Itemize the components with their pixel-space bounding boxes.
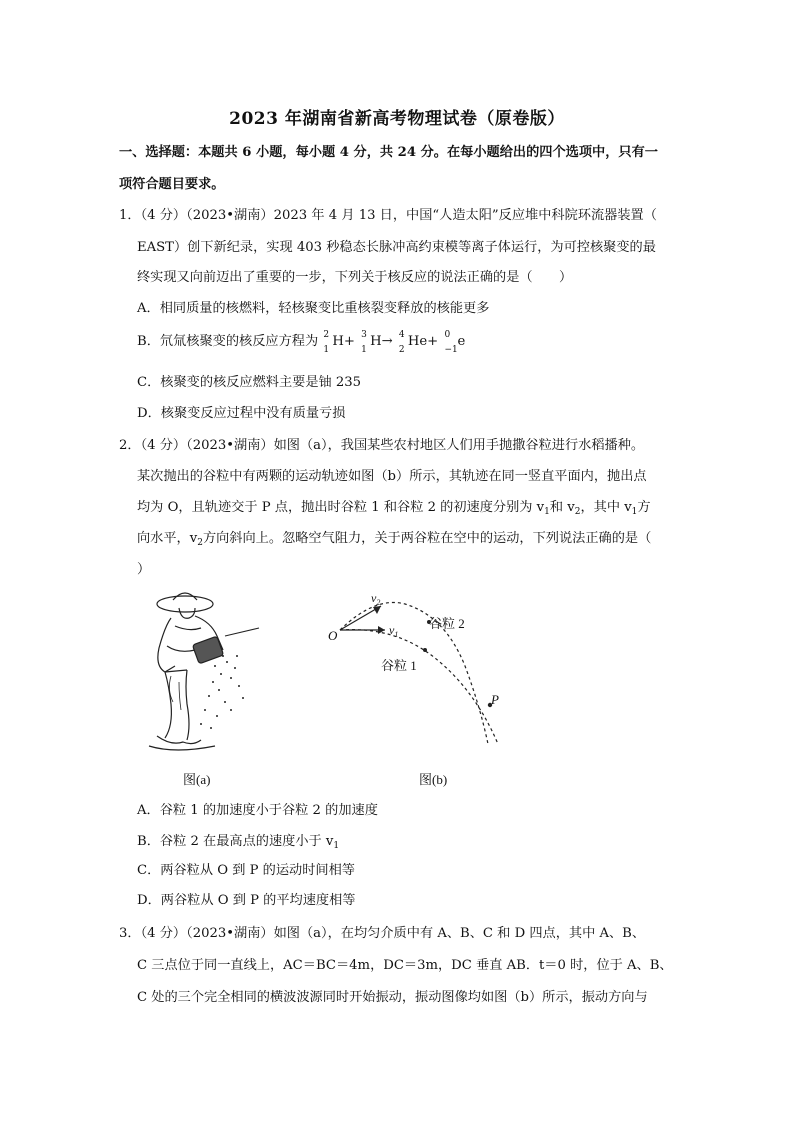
q2-option-c: C．两谷粒从 O 到 P 的运动时间相等 (137, 863, 355, 878)
point-p-label: P (491, 692, 499, 707)
nuclide-h2: 2 1 H+ (323, 330, 355, 355)
q1-option-b (137, 330, 466, 355)
q1-line-1: 1．（4 分）（2023•湖南）2023 年 4 月 13 日，中国“人造太阳”反应堆中科院环流器装置（ (119, 208, 657, 223)
nuclide-electron: 0 −1 e (444, 330, 466, 355)
q1-line-3: 终实现又向前迈出了重要的一步，下列关于核反应的说法正确的是（ ） (137, 270, 573, 285)
q3-line-1: 3．（4 分）（2023•湖南）如图（a），在均匀介质中有 A、B、C 和 D 四点，其中 A、B、 (119, 926, 646, 941)
origin-label: O (328, 628, 338, 643)
grain-1-label: 谷粒 1 (381, 658, 417, 673)
q3-line-2: C 三点位于同一直线上，AC＝BC＝4m，DC＝3m，DC 垂直 AB．t＝0 时，位于 A、B、 (137, 958, 673, 973)
grain-2-label: 谷粒 2 (429, 616, 465, 631)
figure-b-caption: 图(b) (419, 772, 448, 787)
q1-option-c: C．核聚变的核反应燃料主要是铀 235 (137, 375, 362, 390)
q1-option-b-text: B．氘氚核聚变的核反应方程为 (137, 334, 319, 349)
v1-label: $v_1$ (389, 623, 399, 639)
page-title: 2023 年湖南省新高考物理试卷（原卷版） (229, 109, 565, 129)
section-header-line-2: 项符合题目要求。 (119, 177, 225, 192)
q2-line-4: 向水平，$v_2$方向斜向上。忽略空气阻力，关于两谷粒在空中的运动，下列说法正确的是（ (137, 531, 652, 548)
scattered-grains (200, 655, 244, 729)
figure-a-caption: 图(a) (183, 772, 211, 787)
q2-line-1: 2．（4 分）（2023•湖南）如图（a），我国某些农村地区人们用手抛撒谷粒进行水稻播种。 (119, 438, 645, 453)
grain-1-trajectory (340, 630, 498, 744)
q1-line-2: EAST）创下新纪录，实现 403 秒稳态长脉冲高约束模等离子体运行，为可控核聚变的最 (137, 240, 656, 255)
q2-line-2: 某次抛出的谷粒中有两颗的运动轨迹如图（b）所示，其轨迹在同一竖直平面内，抛出点 (137, 469, 647, 484)
nuclide-he4: 4 2 He+ (398, 330, 439, 355)
nuclide-h3: 3 1 H→ (361, 330, 393, 355)
q2-option-a: A．谷粒 1 的加速度小于谷粒 2 的加速度 (137, 803, 378, 818)
farmer-illustration (149, 593, 259, 750)
q3-line-3: C 处的三个完全相同的横波波源同时开始振动，振动图像均如图（b）所示，振动方向与 (137, 990, 648, 1005)
q2-line-5: ） (137, 562, 151, 577)
q2-option-d: D．两谷粒从 O 到 P 的平均速度相等 (137, 893, 356, 908)
q2-figures (135, 586, 555, 796)
q2-option-b: B．谷粒 2 在最高点的速度小于 $v_1$ (137, 834, 340, 851)
section-header-line-1: 一、选择题：本题共 6 小题，每小题 4 分，共 24 分。在每小题给出的四个选项中，只有一 (119, 145, 658, 160)
q2-line-3: 均为 O，且轨迹交于 P 点，抛出时谷粒 1 和谷粒 2 的初速度分别为 $v_1$和 $v_2$，其中 $v_1$方 (137, 500, 651, 517)
trajectory-diagram (340, 602, 498, 744)
v2-label: $v_2$ (371, 591, 381, 607)
q1-option-d: D．核聚变反应过程中没有质量亏损 (137, 406, 346, 421)
grain-2-trajectory (340, 602, 488, 744)
q1-option-a: A．相同质量的核燃料，轻核聚变比重核裂变释放的核能更多 (137, 301, 490, 316)
